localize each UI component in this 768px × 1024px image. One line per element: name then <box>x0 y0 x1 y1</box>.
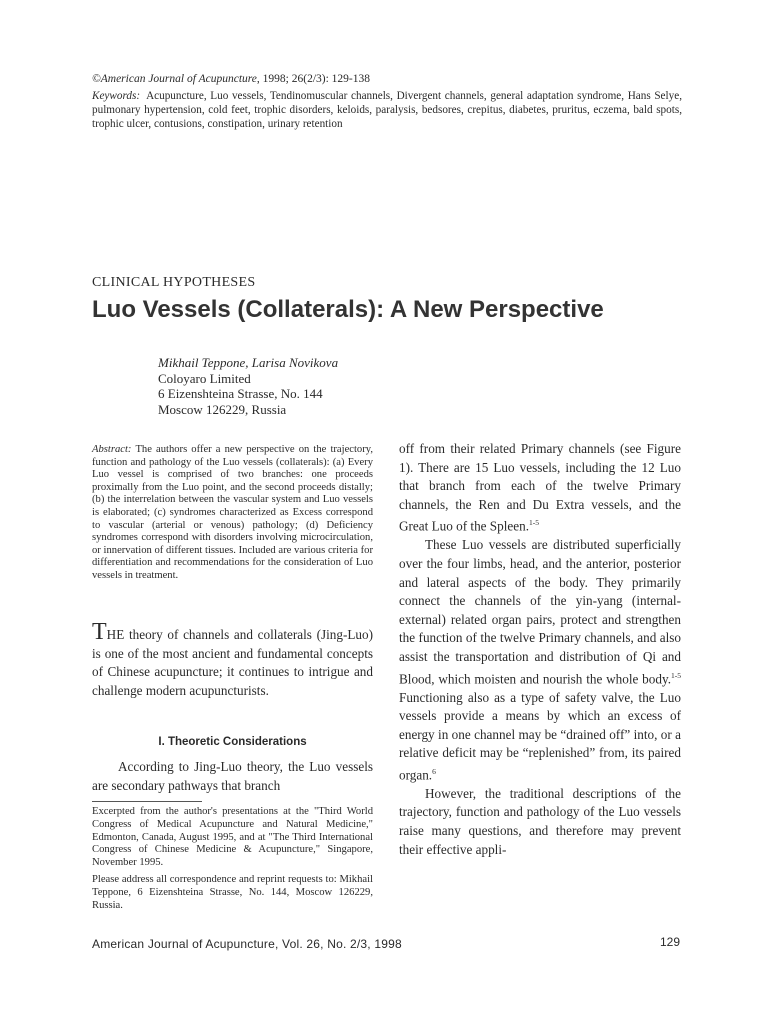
author-names: Mikhail Teppone, Larisa Novikova <box>158 355 339 370</box>
abstract <box>92 444 373 583</box>
citation-journal: ©American Journal of Acupuncture <box>92 73 257 85</box>
abstract-text: The authors offer a new perspective on the trajectory, function and pathology of the Luo vessels (collaterals): (a) Every Luo vessel is comprised of two branches: one proceeds proximally from the Luo point, and the second proceeds distally; (b) the interrelation between the vascular system and Luo vessels is elaborated; (c) syndromes characterized as Excess correspond to vascular (arterial or venous) pathology; (d) Deficiency syndromes correspond with disorders involving microcirculation, or innervation of different tissues. Included are various criteria for differentiation and recommendations for the consideration of Luo vessels in treatment. <box>92 444 373 581</box>
keywords-text: Acupuncture, Luo vessels, Tendinomuscular channels, Divergent channels, general adaptation syndrome, Hans Selye, pulmonary hypertension, cold feet, trophic disorders, keloids, paralysis, bedsores, crepitus, diabetes, pruritus, eczema, bald spots, trophic ulcer, contusions, constipation, urinary retention <box>92 90 682 130</box>
footnotes <box>92 806 373 916</box>
section-label: CLINICAL HYPOTHESES <box>92 275 256 290</box>
page-number: 129 <box>659 935 680 949</box>
article-title: Luo Vessels (Collaterals): A New Perspective <box>92 296 604 323</box>
author-address-line1: 6 Eizenshteina Strasse, No. 144 <box>158 386 323 401</box>
author-block <box>158 355 338 417</box>
author-address-line2: Moscow 126229, Russia <box>158 401 287 417</box>
reference-sup: 1-5 <box>671 670 681 680</box>
keywords-block <box>92 89 682 131</box>
abstract-label: Abstract: <box>92 444 132 455</box>
right-p1-text: off from their related Primary channels (see Figure 1). There are 15 Luo vessels, including the 12 Luo that branch from each of the twelve Primary channels, the Ren and Du Extra vessels, and the Great Luo of the Spleen. <box>399 441 681 534</box>
left-body-paragraph: According to Jing-Luo theory, the Luo vessels are secondary pathways that branch <box>92 759 373 793</box>
footnote-presentation: Excerpted from the author's presentations at the "Third World Congress of Medical Acupuncture and Natural Medicine," Edmonton, Canada, August 1995, and at "The Third International Congress of Chinese Medicine & Acupuncture," Singapore, November 1995. <box>92 806 373 869</box>
right-paragraph-1 <box>399 440 681 536</box>
keywords-label: Keywords: <box>92 90 141 102</box>
reference-sup: 1-5 <box>529 518 540 528</box>
right-paragraph-3: However, the traditional descriptions of the trajectory, function and pathology of the Luo vessels raise many questions, and therefore may prevent their effective appli- <box>399 785 681 857</box>
intro-caps: HE <box>106 627 125 642</box>
citation-line <box>92 73 370 85</box>
right-column <box>399 440 681 859</box>
section-heading-theoretic: I. Theoretic Considerations <box>158 736 307 748</box>
author-affiliation: Coloyaro Limited <box>158 370 251 386</box>
reference-sup: 6 <box>432 766 436 776</box>
footnote-correspondence: Please address all correspondence and reprint requests to: Mikhail Teppone, 6 Eizenshteina Strasse, No. 144, Moscow 126229, Russia. <box>92 873 373 911</box>
right-p2b-text: Functioning also as a type of safety valve, the Luo vessels provide a means by which an excess of energy in one channel may be “drained off” into, or a relative deficit may be “replenished” from, its paired organ. <box>399 689 681 783</box>
footnote-divider <box>92 801 202 802</box>
footer-journal: American Journal of Acupuncture, Vol. 26, No. 2/3, 1998 <box>92 937 402 951</box>
intro-dropcap: T <box>92 619 107 645</box>
right-p2-text: These Luo vessels are distributed superficially over the four limbs, head, and the anterior, posterior and lateral aspects of the body. They primarily connect the channels of the yin-yang (internal-external) related organ pairs, protect and strengthen the function of the twelve Primary channels, and also assist the transportation and distribution of Qi and Blood, which moisten and nourish the whole body. <box>399 537 681 686</box>
intro-text: theory of channels and collaterals (Jing-Luo) is one of the most ancient and fundamental concepts of Chinese acupuncture; it continues to intrigue and challenge modern acupuncturists. <box>92 627 373 698</box>
citation-details: , 1998; 26(2/3): 129-138 <box>256 73 370 85</box>
intro-paragraph <box>92 619 373 700</box>
right-paragraph-2 <box>399 536 681 785</box>
